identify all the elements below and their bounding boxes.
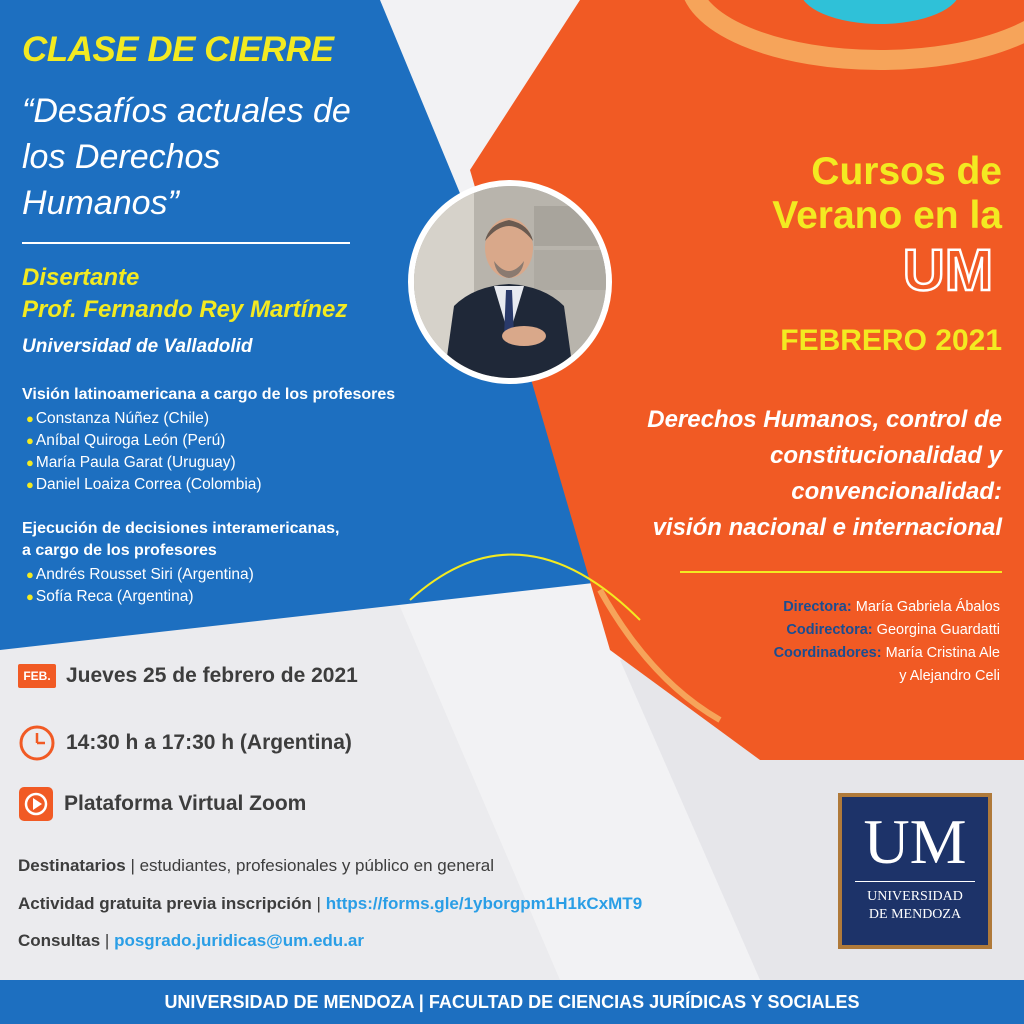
credits: Directora: María Gabriela Ábalos Codirectora: Georgina Guardatti Coordinadores: María Cristina Ale y Alejandro Celi: [773, 599, 1000, 684]
list-item: ● Constanza Núñez (Chile): [26, 410, 210, 427]
codirectora-name: Georgina Guardatti: [876, 622, 1000, 638]
event-date: Jueves 25 de febrero de 2021: [66, 664, 358, 687]
directora-name: María Gabriela Ábalos: [855, 599, 1000, 615]
section1-title: Visión latinoamericana a cargo de los profesores: [22, 386, 396, 403]
month-year: FEBRERO 2021: [780, 324, 1002, 357]
speaker-label: Disertante: [22, 264, 140, 291]
directora-label: Directora:: [783, 599, 852, 615]
section1-list: [26, 408, 262, 496]
list-item: ● Daniel Loaiza Correa (Colombia): [26, 476, 262, 493]
courses-title: Cursos de Verano en la: [772, 150, 1002, 237]
event-time: 14:30 h a 17:30 h (Argentina): [66, 731, 352, 754]
list-item: ● Andrés Rousset Siri (Argentina): [26, 566, 254, 583]
speaker-name: Prof. Fernando Rey Martínez: [22, 296, 348, 323]
list-item: ● María Paula Garat (Uruguay): [26, 454, 236, 471]
list-item: ● Sofía Reca (Argentina): [26, 588, 194, 605]
contact-line: Consultas | posgrado.juridicas@um.edu.ar: [18, 931, 364, 950]
university-logo: UM UNIVERSIDAD DE MENDOZA: [838, 793, 992, 949]
play-icon: [18, 786, 54, 822]
clock-icon: [18, 724, 56, 762]
section2-list: [26, 564, 254, 608]
speaker-block: [22, 262, 347, 326]
divider: [22, 242, 350, 244]
speaker-photo: [408, 180, 612, 384]
course-description: Derechos Humanos, control de constitucionalidad y convencionalidad: visión nacional e internacional: [647, 406, 1002, 541]
event-subtitle: “Desafíos actuales de los Derechos Humanos”: [22, 92, 351, 222]
section2-title: Ejecución de decisiones interamericanas, a cargo de los profesores: [22, 520, 340, 559]
footer-text: UNIVERSIDAD DE MENDOZA | FACULTAD DE CIENCIAS JURÍDICAS Y SOCIALES: [164, 991, 860, 1012]
list-item: ● Aníbal Quiroga León (Perú): [26, 432, 226, 449]
date-row: [18, 664, 358, 688]
event-title: CLASE DE CIERRE: [22, 30, 334, 69]
platform-row: [18, 786, 306, 822]
um-outline-logo: [896, 238, 1000, 298]
registration-link[interactable]: https://forms.gle/1yborgpm1H1kCxMT9: [325, 894, 643, 913]
coordinadores-label: Coordinadores:: [773, 645, 882, 661]
time-row: [18, 724, 352, 762]
divider: [680, 571, 1002, 573]
contact-email-link[interactable]: posgrado.juridicas@um.edu.ar: [114, 931, 364, 950]
footer-bar: [0, 980, 1024, 1024]
speaker-university: Universidad de Valladolid: [22, 336, 253, 357]
calendar-icon: FEB.: [18, 664, 56, 688]
event-platform: Plataforma Virtual Zoom: [64, 792, 307, 815]
registration-line: Actividad gratuita previa inscripción | https://forms.gle/1yborgpm1H1kCxMT9: [18, 894, 643, 913]
codirectora-label: Codirectora:: [786, 622, 873, 638]
audience-line: Destinatarios | estudiantes, profesionales y público en general: [18, 856, 494, 875]
svg-text:UM: UM: [902, 238, 994, 298]
